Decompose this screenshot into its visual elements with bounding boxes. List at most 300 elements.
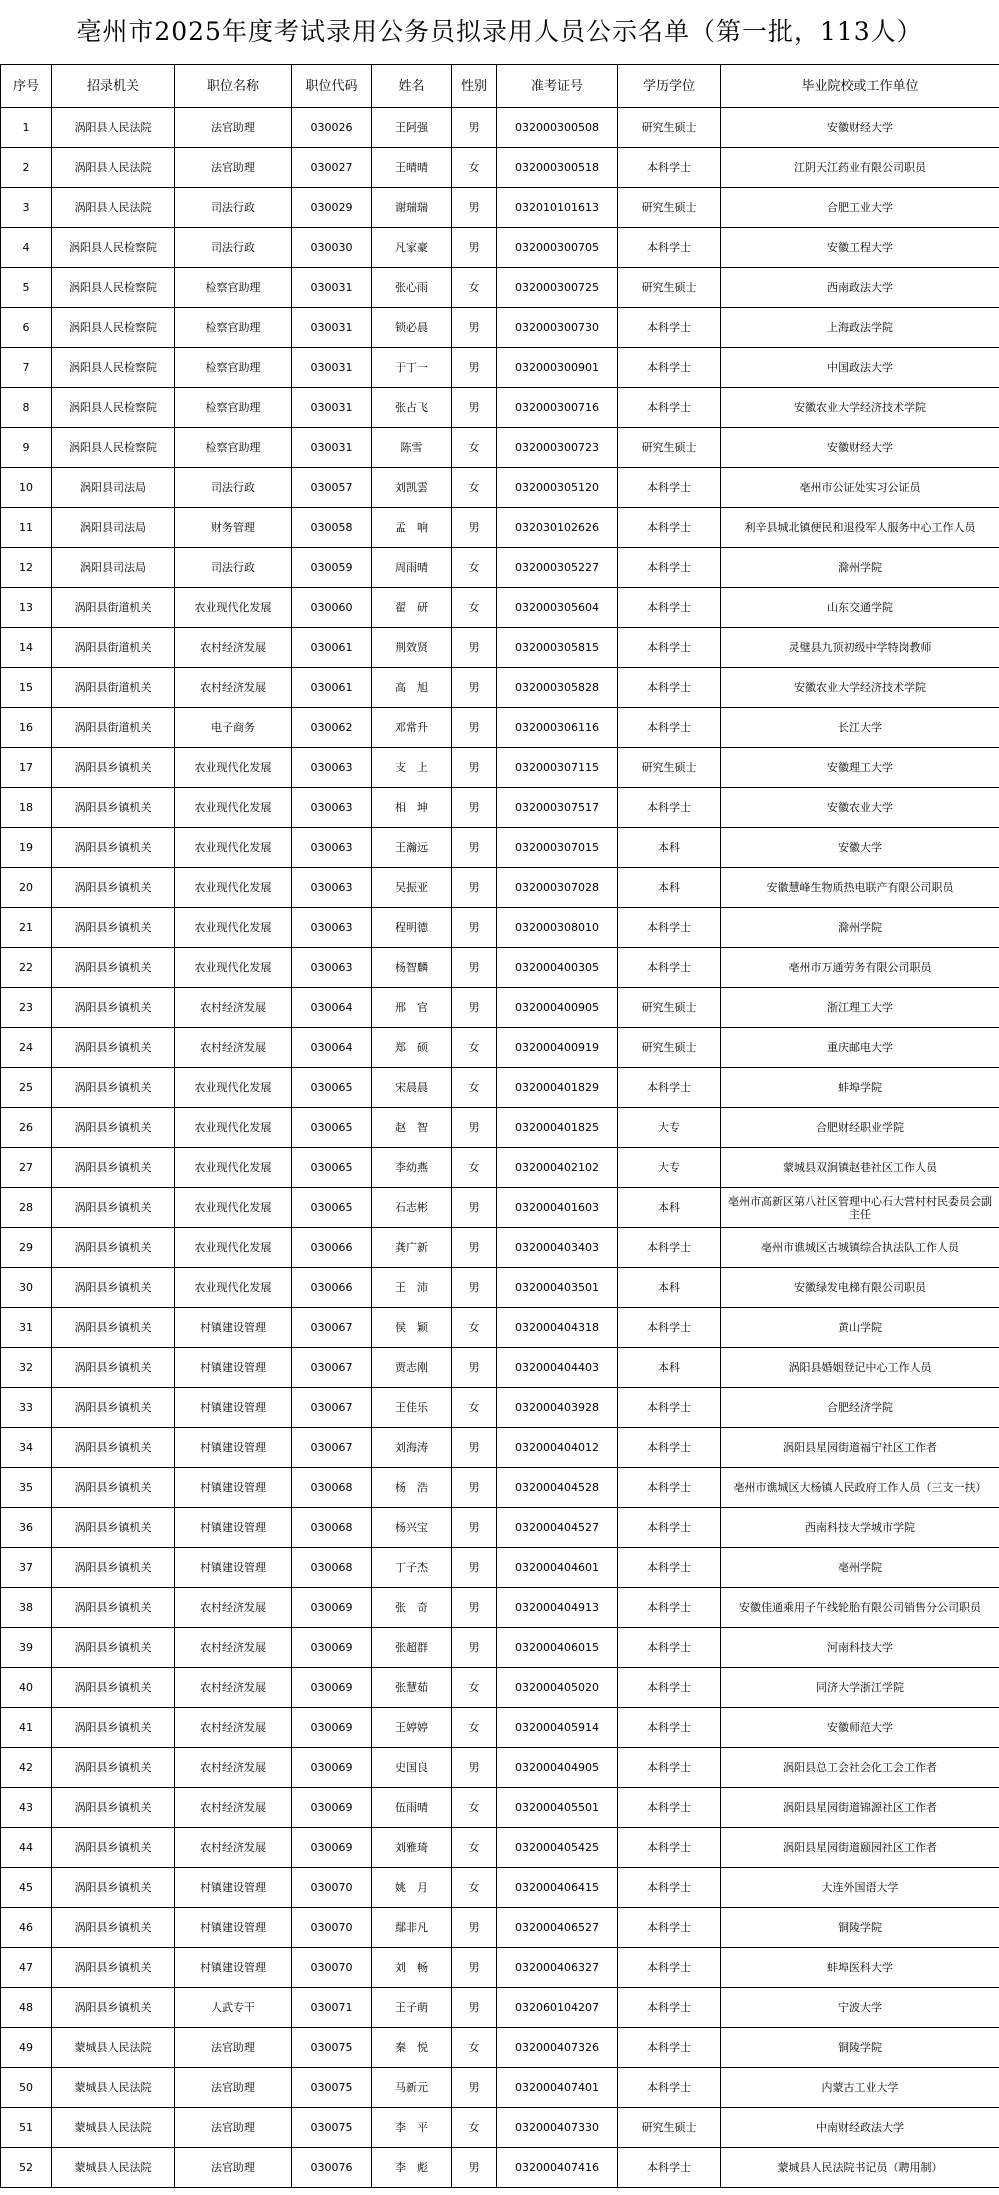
cell-gender: 女 <box>452 1668 497 1708</box>
cell-degree: 大专 <box>618 1108 721 1148</box>
cell-position: 法官助理 <box>175 2068 292 2108</box>
table-row <box>1 828 999 868</box>
cell-agency: 涡阳县乡镇机关 <box>52 1108 175 1148</box>
cell-name: 马新元 <box>372 2068 452 2108</box>
cell-gender: 男 <box>452 1748 497 1788</box>
cell-name: 翟 研 <box>372 588 452 628</box>
cell-exam-number: 032000305828 <box>497 668 618 708</box>
cell-school-or-employer: 涡阳县星园街道福宁社区工作者 <box>721 1428 999 1468</box>
table-row <box>1 2108 999 2148</box>
cell-position-code: 030061 <box>292 668 372 708</box>
cell-agency: 蒙城县人民法院 <box>52 2028 175 2068</box>
table-row <box>1 908 999 948</box>
cell-index: 38 <box>1 1588 52 1628</box>
cell-position: 法官助理 <box>175 2028 292 2068</box>
cell-degree: 研究生硕士 <box>618 988 721 1028</box>
cell-position-code: 030066 <box>292 1268 372 1308</box>
cell-index: 1 <box>1 108 52 148</box>
table-row <box>1 2028 999 2068</box>
cell-school-or-employer: 河南科技大学 <box>721 1628 999 1668</box>
table-row <box>1 708 999 748</box>
cell-degree: 本科学士 <box>618 2028 721 2068</box>
cell-degree: 本科学士 <box>618 908 721 948</box>
cell-position-code: 030070 <box>292 1948 372 1988</box>
cell-position: 农业现代化发展 <box>175 1148 292 1188</box>
cell-agency: 涡阳县乡镇机关 <box>52 828 175 868</box>
cell-index: 15 <box>1 668 52 708</box>
cell-school-or-employer: 宁波大学 <box>721 1988 999 2028</box>
cell-position: 村镇建设管理 <box>175 1308 292 1348</box>
cell-exam-number: 032000300730 <box>497 308 618 348</box>
cell-index: 13 <box>1 588 52 628</box>
cell-position: 法官助理 <box>175 148 292 188</box>
cell-degree: 本科学士 <box>618 548 721 588</box>
cell-position-code: 030031 <box>292 388 372 428</box>
cell-position-code: 030067 <box>292 1428 372 1468</box>
cell-index: 21 <box>1 908 52 948</box>
cell-position: 农业现代化发展 <box>175 1228 292 1268</box>
cell-position-code: 030075 <box>292 2108 372 2148</box>
table-row <box>1 468 999 508</box>
cell-agency: 涡阳县乡镇机关 <box>52 1228 175 1268</box>
cell-school-or-employer: 亳州市公证处实习公证员 <box>721 468 999 508</box>
cell-position: 农村经济发展 <box>175 988 292 1028</box>
cell-position-code: 030065 <box>292 1188 372 1228</box>
cell-position: 农村经济发展 <box>175 1788 292 1828</box>
cell-school-or-employer: 黄山学院 <box>721 1308 999 1348</box>
cell-index: 37 <box>1 1548 52 1588</box>
cell-agency: 涡阳县乡镇机关 <box>52 1908 175 1948</box>
cell-index: 45 <box>1 1868 52 1908</box>
cell-index: 7 <box>1 348 52 388</box>
header-position-code: 职位代码 <box>292 65 372 108</box>
cell-index: 3 <box>1 188 52 228</box>
table-row <box>1 1108 999 1148</box>
cell-gender: 男 <box>452 1228 497 1268</box>
cell-gender: 男 <box>452 708 497 748</box>
cell-index: 36 <box>1 1508 52 1548</box>
cell-school-or-employer: 灵璧县九顶初级中学特岗教师 <box>721 628 999 668</box>
cell-name: 张占飞 <box>372 388 452 428</box>
cell-index: 49 <box>1 2028 52 2068</box>
cell-school-or-employer: 安徽农业大学经济技术学院 <box>721 388 999 428</box>
table-row <box>1 628 999 668</box>
table-row <box>1 788 999 828</box>
header-gender: 性别 <box>452 65 497 108</box>
cell-name: 相 坤 <box>372 788 452 828</box>
cell-index: 30 <box>1 1268 52 1308</box>
cell-gender: 男 <box>452 668 497 708</box>
cell-position-code: 030065 <box>292 1108 372 1148</box>
cell-agency: 涡阳县乡镇机关 <box>52 1868 175 1908</box>
cell-agency: 涡阳县乡镇机关 <box>52 1548 175 1588</box>
cell-degree: 本科 <box>618 1188 721 1228</box>
cell-exam-number: 032000404913 <box>497 1588 618 1628</box>
cell-index: 31 <box>1 1308 52 1348</box>
cell-gender: 女 <box>452 1868 497 1908</box>
table-row <box>1 1908 999 1948</box>
table-row <box>1 1748 999 1788</box>
table-row <box>1 388 999 428</box>
cell-name: 杨 浩 <box>372 1468 452 1508</box>
cell-agency: 涡阳县人民检察院 <box>52 348 175 388</box>
cell-school-or-employer: 山东交通学院 <box>721 588 999 628</box>
table-row <box>1 1868 999 1908</box>
cell-position: 农业现代化发展 <box>175 788 292 828</box>
cell-exam-number: 032000403403 <box>497 1228 618 1268</box>
cell-index: 29 <box>1 1228 52 1268</box>
cell-gender: 男 <box>452 388 497 428</box>
cell-name: 王佳乐 <box>372 1388 452 1428</box>
cell-school-or-employer: 涡阳县星园街道锦源社区工作者 <box>721 1788 999 1828</box>
cell-gender: 女 <box>452 2108 497 2148</box>
cell-school-or-employer: 同济大学浙江学院 <box>721 1668 999 1708</box>
cell-school-or-employer: 亳州市谯城区大杨镇人民政府工作人员（三支一扶） <box>721 1468 999 1508</box>
cell-index: 8 <box>1 388 52 428</box>
cell-exam-number: 032000307115 <box>497 748 618 788</box>
cell-exam-number: 032000305120 <box>497 468 618 508</box>
cell-school-or-employer: 亳州学院 <box>721 1548 999 1588</box>
cell-gender: 女 <box>452 1828 497 1868</box>
cell-gender: 女 <box>452 428 497 468</box>
cell-school-or-employer: 安徽财经大学 <box>721 428 999 468</box>
cell-exam-number: 032000401603 <box>497 1188 618 1228</box>
cell-position-code: 030058 <box>292 508 372 548</box>
cell-position-code: 030075 <box>292 2028 372 2068</box>
cell-position: 村镇建设管理 <box>175 1388 292 1428</box>
cell-agency: 涡阳县乡镇机关 <box>52 1628 175 1668</box>
cell-position: 司法行政 <box>175 548 292 588</box>
cell-school-or-employer: 亳州市万通劳务有限公司职员 <box>721 948 999 988</box>
cell-agency: 涡阳县乡镇机关 <box>52 1188 175 1228</box>
cell-degree: 本科学士 <box>618 1828 721 1868</box>
cell-school-or-employer: 滁州学院 <box>721 548 999 588</box>
cell-name: 王晴晴 <box>372 148 452 188</box>
cell-agency: 涡阳县乡镇机关 <box>52 948 175 988</box>
cell-name: 于丁一 <box>372 348 452 388</box>
table-row <box>1 348 999 388</box>
cell-agency: 涡阳县乡镇机关 <box>52 1468 175 1508</box>
cell-index: 52 <box>1 2148 52 2188</box>
cell-position: 电子商务 <box>175 708 292 748</box>
cell-agency: 涡阳县乡镇机关 <box>52 1748 175 1788</box>
cell-school-or-employer: 涡阳县总工会社会化工会工作者 <box>721 1748 999 1788</box>
header-index: 序号 <box>1 65 52 108</box>
cell-name: 刘 畅 <box>372 1948 452 1988</box>
cell-position-code: 030063 <box>292 908 372 948</box>
cell-name: 龚广新 <box>372 1228 452 1268</box>
table-row <box>1 148 999 188</box>
table-row <box>1 1348 999 1388</box>
cell-agency: 涡阳县乡镇机关 <box>52 1308 175 1348</box>
cell-exam-number: 032030102626 <box>497 508 618 548</box>
table-row <box>1 1948 999 1988</box>
cell-gender: 男 <box>452 1188 497 1228</box>
cell-gender: 女 <box>452 1028 497 1068</box>
document-title: 亳州市2025年度考试录用公务员拟录用人员公示名单（第一批，113人） <box>76 17 923 46</box>
cell-name: 高 旭 <box>372 668 452 708</box>
table-row <box>1 2148 999 2188</box>
cell-school-or-employer: 西南科技大学城市学院 <box>721 1508 999 1548</box>
cell-position: 检察官助理 <box>175 268 292 308</box>
cell-agency: 涡阳县人民检察院 <box>52 428 175 468</box>
cell-position-code: 030070 <box>292 1908 372 1948</box>
cell-position-code: 030065 <box>292 1148 372 1188</box>
header-exam-number: 准考证号 <box>497 65 618 108</box>
cell-name: 张慧茹 <box>372 1668 452 1708</box>
cell-degree: 本科学士 <box>618 308 721 348</box>
cell-exam-number: 032000305604 <box>497 588 618 628</box>
candidate-table <box>0 64 999 2188</box>
cell-index: 48 <box>1 1988 52 2028</box>
table-row <box>1 748 999 788</box>
cell-gender: 男 <box>452 628 497 668</box>
cell-degree: 本科学士 <box>618 1668 721 1708</box>
cell-school-or-employer: 涡阳县婚姻登记中心工作人员 <box>721 1348 999 1388</box>
cell-name: 张 奇 <box>372 1588 452 1628</box>
cell-position-code: 030062 <box>292 708 372 748</box>
cell-exam-number: 032060104207 <box>497 1988 618 2028</box>
cell-name: 李幼燕 <box>372 1148 452 1188</box>
cell-gender: 男 <box>452 908 497 948</box>
cell-degree: 本科学士 <box>618 1228 721 1268</box>
cell-position: 农业现代化发展 <box>175 908 292 948</box>
cell-index: 11 <box>1 508 52 548</box>
cell-position-code: 030063 <box>292 868 372 908</box>
cell-index: 42 <box>1 1748 52 1788</box>
table-row <box>1 1068 999 1108</box>
cell-school-or-employer: 亳州市谯城区古城镇综合执法队工作人员 <box>721 1228 999 1268</box>
cell-name: 周雨晴 <box>372 548 452 588</box>
cell-exam-number: 032000405425 <box>497 1828 618 1868</box>
cell-school-or-employer: 长江大学 <box>721 708 999 748</box>
table-row <box>1 108 999 148</box>
cell-school-or-employer: 铜陵学院 <box>721 2028 999 2068</box>
cell-agency: 蒙城县人民法院 <box>52 2108 175 2148</box>
cell-agency: 涡阳县街道机关 <box>52 628 175 668</box>
cell-index: 25 <box>1 1068 52 1108</box>
cell-position-code: 030067 <box>292 1388 372 1428</box>
table-row <box>1 308 999 348</box>
cell-position: 财务管理 <box>175 508 292 548</box>
cell-school-or-employer: 大连外国语大学 <box>721 1868 999 1908</box>
cell-name: 吴振亚 <box>372 868 452 908</box>
cell-exam-number: 032010101613 <box>497 188 618 228</box>
table-row <box>1 228 999 268</box>
cell-gender: 男 <box>452 348 497 388</box>
table-row <box>1 1228 999 1268</box>
cell-name: 刘雅琦 <box>372 1828 452 1868</box>
cell-school-or-employer: 中南财经政法大学 <box>721 2108 999 2148</box>
cell-gender: 女 <box>452 148 497 188</box>
cell-position: 村镇建设管理 <box>175 1348 292 1388</box>
cell-agency: 涡阳县乡镇机关 <box>52 1268 175 1308</box>
cell-position: 农业现代化发展 <box>175 948 292 988</box>
table-row <box>1 948 999 988</box>
table-row <box>1 1188 999 1228</box>
cell-gender: 男 <box>452 1588 497 1628</box>
cell-school-or-employer: 安徽工程大学 <box>721 228 999 268</box>
cell-name: 郑 硕 <box>372 1028 452 1068</box>
cell-school-or-employer: 浙江理工大学 <box>721 988 999 1028</box>
cell-agency: 涡阳县司法局 <box>52 508 175 548</box>
cell-degree: 本科学士 <box>618 1748 721 1788</box>
cell-school-or-employer: 合肥经济学院 <box>721 1388 999 1428</box>
cell-exam-number: 032000407326 <box>497 2028 618 2068</box>
cell-degree: 本科学士 <box>618 508 721 548</box>
cell-position: 农村经济发展 <box>175 1628 292 1668</box>
cell-name: 谢瑞瑞 <box>372 188 452 228</box>
cell-gender: 女 <box>452 468 497 508</box>
cell-gender: 女 <box>452 548 497 588</box>
cell-agency: 涡阳县乡镇机关 <box>52 1428 175 1468</box>
cell-gender: 女 <box>452 1388 497 1428</box>
cell-school-or-employer: 涡阳县星园街道颐园社区工作者 <box>721 1828 999 1868</box>
cell-index: 24 <box>1 1028 52 1068</box>
cell-school-or-employer: 合肥财经职业学院 <box>721 1108 999 1148</box>
cell-position: 农村经济发展 <box>175 1708 292 1748</box>
cell-exam-number: 032000404318 <box>497 1308 618 1348</box>
cell-gender: 男 <box>452 188 497 228</box>
cell-school-or-employer: 西南政法大学 <box>721 268 999 308</box>
cell-name: 邓常升 <box>372 708 452 748</box>
cell-name: 荆效贤 <box>372 628 452 668</box>
cell-degree: 研究生硕士 <box>618 2108 721 2148</box>
cell-exam-number: 032000306116 <box>497 708 618 748</box>
table-row <box>1 2068 999 2108</box>
table-row <box>1 1308 999 1348</box>
table-row <box>1 668 999 708</box>
cell-exam-number: 032000403501 <box>497 1268 618 1308</box>
cell-agency: 涡阳县乡镇机关 <box>52 1668 175 1708</box>
cell-agency: 涡阳县乡镇机关 <box>52 1508 175 1548</box>
cell-position: 村镇建设管理 <box>175 1468 292 1508</box>
cell-school-or-employer: 安徽理工大学 <box>721 748 999 788</box>
table-header-row <box>1 65 999 108</box>
table-row <box>1 188 999 228</box>
cell-index: 34 <box>1 1428 52 1468</box>
cell-position-code: 030068 <box>292 1548 372 1588</box>
cell-name: 伍雨晴 <box>372 1788 452 1828</box>
cell-gender: 女 <box>452 588 497 628</box>
cell-position: 农业现代化发展 <box>175 588 292 628</box>
cell-name: 王婷婷 <box>372 1708 452 1748</box>
cell-gender: 女 <box>452 1068 497 1108</box>
cell-exam-number: 032000305227 <box>497 548 618 588</box>
cell-name: 贾志刚 <box>372 1348 452 1388</box>
cell-degree: 本科学士 <box>618 588 721 628</box>
cell-index: 5 <box>1 268 52 308</box>
cell-name: 鄢非凡 <box>372 1908 452 1948</box>
cell-exam-number: 032000406527 <box>497 1908 618 1948</box>
cell-degree: 本科 <box>618 868 721 908</box>
cell-degree: 本科学士 <box>618 1068 721 1108</box>
cell-position-code: 030031 <box>292 428 372 468</box>
table-row <box>1 1788 999 1828</box>
cell-agency: 涡阳县街道机关 <box>52 668 175 708</box>
cell-school-or-employer: 安徽财经大学 <box>721 108 999 148</box>
cell-gender: 男 <box>452 1348 497 1388</box>
cell-index: 44 <box>1 1828 52 1868</box>
cell-degree: 本科学士 <box>618 1428 721 1468</box>
cell-name: 王瀚远 <box>372 828 452 868</box>
cell-degree: 本科学士 <box>618 1508 721 1548</box>
cell-position-code: 030061 <box>292 628 372 668</box>
cell-school-or-employer: 亳州市高新区第八社区管理中心石大营村村民委员会副主任 <box>721 1188 999 1228</box>
cell-degree: 本科学士 <box>618 148 721 188</box>
cell-exam-number: 032000404905 <box>497 1748 618 1788</box>
cell-gender: 男 <box>452 1628 497 1668</box>
cell-exam-number: 032000405020 <box>497 1668 618 1708</box>
cell-position: 村镇建设管理 <box>175 1548 292 1588</box>
cell-degree: 本科学士 <box>618 1388 721 1428</box>
cell-position-code: 030067 <box>292 1348 372 1388</box>
cell-position-code: 030065 <box>292 1068 372 1108</box>
cell-gender: 男 <box>452 828 497 868</box>
cell-degree: 本科学士 <box>618 2148 721 2188</box>
cell-agency: 涡阳县乡镇机关 <box>52 788 175 828</box>
cell-degree: 本科学士 <box>618 628 721 668</box>
cell-position-code: 030069 <box>292 1628 372 1668</box>
cell-name: 侯 颖 <box>372 1308 452 1348</box>
cell-index: 46 <box>1 1908 52 1948</box>
cell-exam-number: 032000406015 <box>497 1628 618 1668</box>
cell-position-code: 030060 <box>292 588 372 628</box>
cell-position: 村镇建设管理 <box>175 1908 292 1948</box>
cell-position: 农村经济发展 <box>175 628 292 668</box>
cell-degree: 本科学士 <box>618 1868 721 1908</box>
cell-school-or-employer: 安徽慧峰生物质热电联产有限公司职员 <box>721 868 999 908</box>
cell-school-or-employer: 铜陵学院 <box>721 1908 999 1948</box>
cell-position-code: 030070 <box>292 1868 372 1908</box>
cell-degree: 本科学士 <box>618 1988 721 2028</box>
cell-position-code: 030031 <box>292 268 372 308</box>
cell-exam-number: 032000307028 <box>497 868 618 908</box>
table-row <box>1 1468 999 1508</box>
cell-school-or-employer: 安徽农业大学经济技术学院 <box>721 668 999 708</box>
cell-agency: 涡阳县人民检察院 <box>52 268 175 308</box>
table-row <box>1 1628 999 1668</box>
cell-gender: 男 <box>452 1468 497 1508</box>
cell-agency: 涡阳县乡镇机关 <box>52 1788 175 1828</box>
cell-index: 39 <box>1 1628 52 1668</box>
cell-name: 宋晨晨 <box>372 1068 452 1108</box>
cell-position-code: 030069 <box>292 1748 372 1788</box>
cell-agency: 涡阳县乡镇机关 <box>52 1388 175 1428</box>
table-row <box>1 548 999 588</box>
cell-position: 农业现代化发展 <box>175 1068 292 1108</box>
header-agency: 招录机关 <box>52 65 175 108</box>
table-row <box>1 508 999 548</box>
cell-position-code: 030069 <box>292 1588 372 1628</box>
cell-position: 农村经济发展 <box>175 1668 292 1708</box>
cell-index: 26 <box>1 1108 52 1148</box>
cell-position-code: 030071 <box>292 1988 372 2028</box>
cell-agency: 涡阳县司法局 <box>52 548 175 588</box>
cell-exam-number: 032000404528 <box>497 1468 618 1508</box>
cell-index: 35 <box>1 1468 52 1508</box>
cell-degree: 本科学士 <box>618 1948 721 1988</box>
cell-gender: 男 <box>452 1908 497 1948</box>
cell-exam-number: 032000404527 <box>497 1508 618 1548</box>
cell-exam-number: 032000308010 <box>497 908 618 948</box>
cell-agency: 涡阳县人民法院 <box>52 148 175 188</box>
cell-position: 村镇建设管理 <box>175 1948 292 1988</box>
cell-school-or-employer: 安徽大学 <box>721 828 999 868</box>
cell-position: 法官助理 <box>175 2148 292 2188</box>
cell-gender: 女 <box>452 1708 497 1748</box>
cell-name: 陈雪 <box>372 428 452 468</box>
